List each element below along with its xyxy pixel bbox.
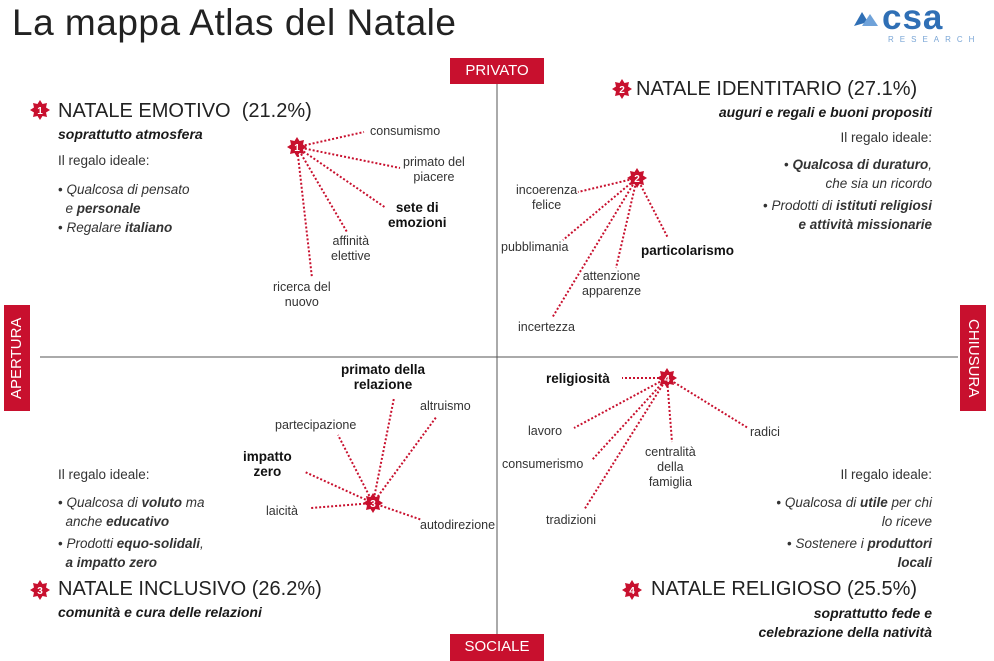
node-particolarismo: particolarismo [641,243,735,258]
node-partecipazione: partecipazione [275,418,357,432]
q3-line-primato [373,398,394,503]
q2-gift-1: • Qualcosa di duraturo, che sia un ricordo [783,157,932,191]
q1-subtitle: soprattutto atmosfera [58,126,203,142]
star-badge-icon [363,493,383,513]
star-badge-icon [622,580,642,600]
q4-node-badge [657,368,677,388]
q1-title [58,100,312,123]
svg-text:1: 1 [294,143,300,154]
star-badge-icon [30,580,50,600]
axis-label-left: APERTURA [4,305,30,411]
star-badge-icon [612,79,632,99]
node-lavoro: lavoro [528,424,563,438]
axis-label-bottom: SOCIALE [450,634,544,661]
q1-gift-1: • Qualcosa di pensato e personale [58,182,190,216]
q3-gift-1: • Qualcosa di voluto ma anche educativo [58,495,205,529]
node-centralita-famiglia: centralità della famiglia [645,445,696,489]
q1-percentage: (21.2%) [241,100,312,122]
q2-number-badge [612,79,632,99]
q2-line-attenzione [616,178,637,268]
q4-gift-label: Il regalo ideale: [840,467,932,482]
svg-text:4: 4 [664,374,670,385]
svg-text:3: 3 [370,499,376,510]
node-autodirezione: autodirezione [420,518,496,532]
q1-line-consumismo [297,132,364,147]
star-badge-icon [30,100,50,120]
q1-line-ricerca [297,147,312,278]
q1-number-badge [30,100,50,120]
node-consumerismo: consumerismo [502,457,584,471]
node-primato-piacere: primato del piacere [403,155,465,184]
q3-subtitle: comunità e cura delle relazioni [58,604,262,620]
svg-text:1: 1 [37,106,43,117]
node-religiosita: religiosità [546,371,610,386]
node-ricerca-nuovo: ricerca del nuovo [273,280,331,309]
page-title: La mappa Atlas del Natale [12,2,457,43]
svg-text:2: 2 [634,174,640,185]
node-laicita: laicità [266,504,298,518]
q4-connector-lines [574,378,748,510]
q3-gift-label: Il regalo ideale: [58,467,150,482]
q2-subtitle: auguri e regali e buoni propositi [718,104,932,120]
q2-title-text: NATALE IDENTITARIO [636,78,842,100]
q2-percentage: (27.1%) [847,78,918,100]
axis-label-top: PRIVATO [450,58,544,84]
q3-gift-2: • Prodotti equo-solidali, a impatto zero [58,536,204,570]
q1-title-text: NATALE EMOTIVO [58,100,231,122]
q3-node-badge [363,493,383,513]
star-badge-icon [287,137,307,157]
q4-title-text: NATALE RELIGIOSO [651,578,842,600]
axis-label-right: CHIUSURA [960,305,986,411]
q2-title [636,78,917,101]
node-tradizioni: tradizioni [546,513,597,527]
q4-gift-2: • Sostenere i produttori locali [786,536,932,570]
q4-gift-1: • Qualcosa di utile per chi lo riceve [776,495,932,529]
node-impatto-zero: impatto zero [243,449,292,479]
svg-text:2: 2 [619,85,625,96]
q1-gift-2: • Regalare italiano [58,220,173,235]
logo-subtext: RESEARCH [888,35,981,44]
q4-title [651,578,917,601]
q1-line-primato [297,147,400,168]
q3-number-badge [30,580,50,600]
q3-percentage: (26.2%) [251,578,322,600]
q4-subtitle: soprattutto fede e celebrazione della natività [758,605,932,640]
node-sete-emozioni: sete di emozioni [388,200,447,230]
q2-gift-label: Il regalo ideale: [840,130,932,145]
star-badge-icon [627,168,647,188]
q3-title [58,578,322,601]
node-affinita-elettive: affinità elettive [331,234,371,263]
q3-title-text: NATALE INCLUSIVO [58,578,247,600]
node-incertezza: incertezza [518,320,575,334]
node-attenzione-apparenze: attenzione apparenze [582,269,642,298]
q1-gift-label: Il regalo ideale: [58,153,150,168]
q2-node-badge [627,168,647,188]
node-radici: radici [750,425,780,439]
q4-line-tradizioni [584,378,667,510]
q4-number-badge [622,580,642,600]
node-incoerenza-felice: incoerenza felice [516,183,578,212]
svg-text:4: 4 [629,586,635,597]
star-badge-icon [657,368,677,388]
logo-text: csa [882,0,944,37]
svg-text:3: 3 [37,586,43,597]
q4-line-radici [667,378,748,428]
node-altruismo: altruismo [420,399,471,413]
q4-percentage: (25.5%) [846,578,918,600]
node-pubblimania: pubblimania [501,240,569,254]
node-primato-relazione: primato della relazione [341,362,426,392]
q2-gift-2: • Prodotti di istituti religiosi e attività missionarie [762,198,932,232]
node-consumismo: consumismo [370,124,441,138]
q1-node-badge [287,137,307,157]
